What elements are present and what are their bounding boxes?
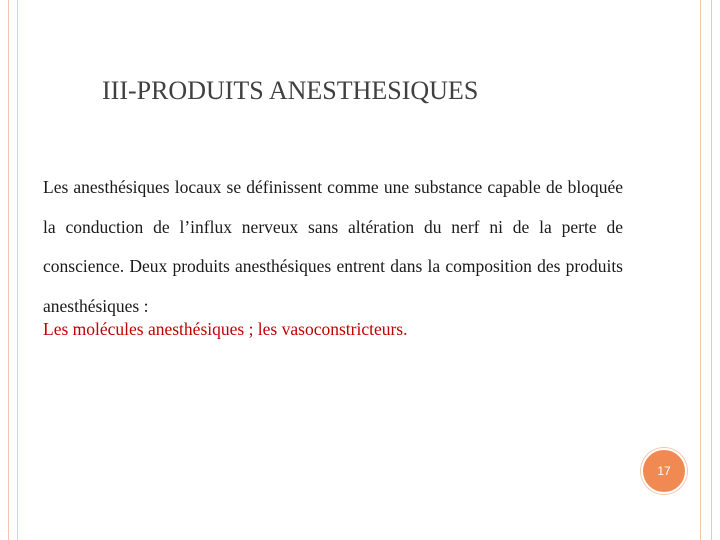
page-number: 17	[657, 464, 671, 478]
page-number-badge	[641, 448, 687, 494]
body-paragraph: Les anesthésiques locaux se définissent comme une substance capable de bloquée la conduction de l’influx nerveux sans altération du nerf ni de la perte de conscience. Deux produits anesthésiques entrent dans la composition des produits anesthésiques :	[43, 177, 623, 316]
left-decorative-border	[8, 0, 18, 540]
highlight-text: Les molécules anesthésiques ; les vasoconstricteurs.	[43, 319, 408, 339]
slide-title: III-PRODUITS ANESTHESIQUES	[102, 76, 479, 105]
right-decorative-border	[700, 0, 712, 540]
